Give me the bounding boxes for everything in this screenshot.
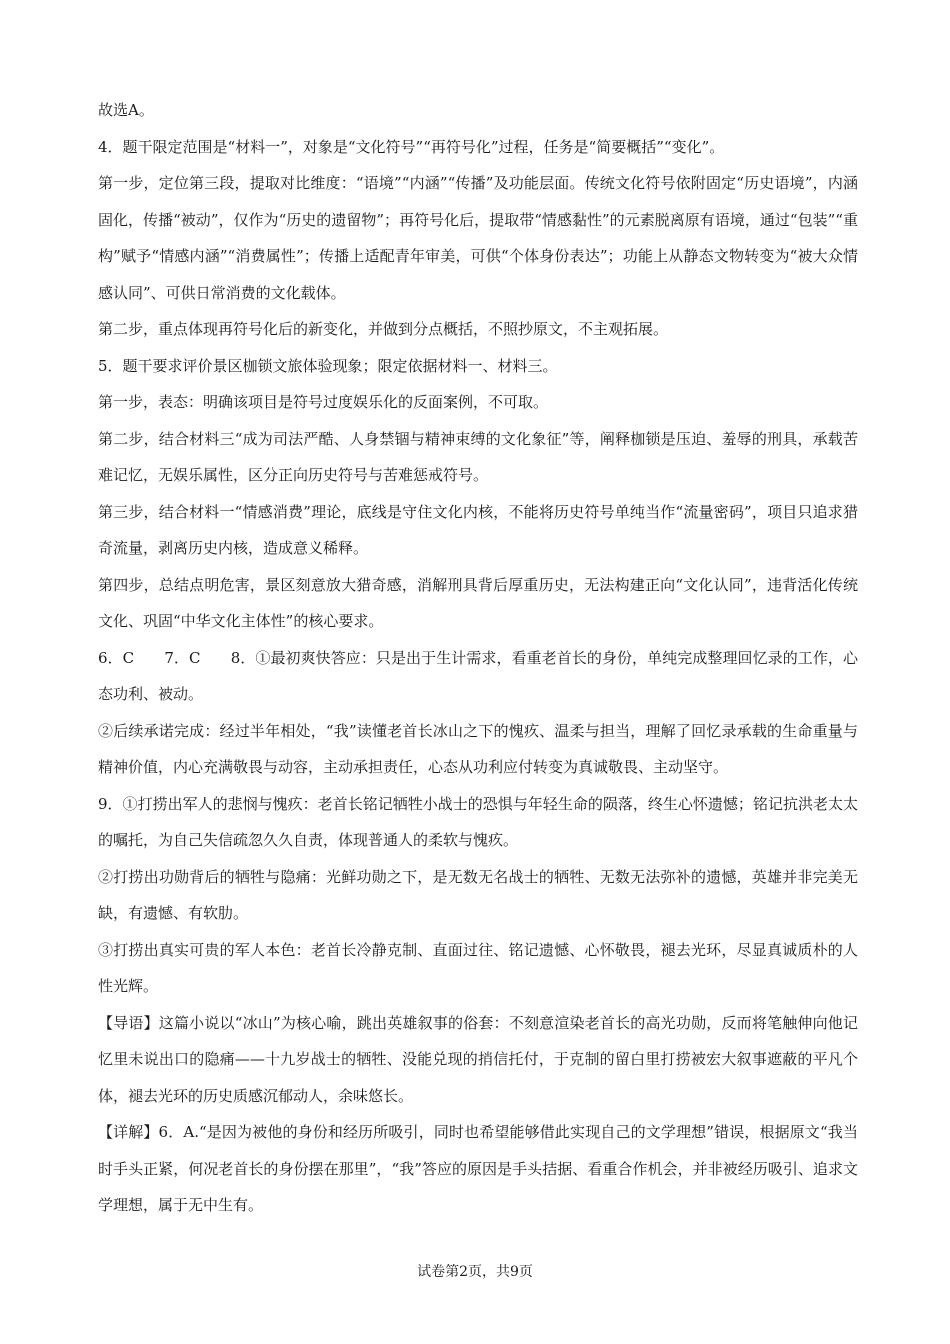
paragraph: 【导语】这篇小说以“冰山”为核心喻，跳出英雄叙事的俗套：不刻意渲染老首长的高光功勋，反而将笔触伸向他记忆里未说出口的隐痛——十九岁战士的牺牲、没能兑现的捎信托付，于克制的留白里打捞被宏大叙事遮蔽的平凡个体，褪去光环的历史质感沉郁动人，余味悠长。: [98, 1013, 858, 1105]
paragraph: 第一步，定位第三段，提取对比维度：“语境”“内涵”“传播”及功能层面。传统文化符号依附固定“历史语境”，内涵固化，传播“被动”，仅作为“历史的遗留物”；再符号化后，提取带“情感黏性”的元素脱离原有语境，通过“包装”“重构”赋予“情感内涵”“消费属性”；传播上适配青年审美，可供“个体身份表达”；功能上从静态文物转变为“被大众情感认同”、可供日常消费的文化载体。: [98, 174, 858, 302]
paragraph: 5．题干要求评价景区枷锁文旅体验现象；限定依据材料一、材料三。: [98, 356, 558, 375]
paragraph: 故选A。: [98, 101, 154, 119]
paragraph: 第三步，结合材料一“情感消费”理论，底线是守住文化内核，不能将历史符号单纯当作“流量密码”，项目只追求猎奇流量，剥离历史内核，造成意义稀释。: [98, 502, 858, 557]
paragraph: 9．①打捞出军人的悲悯与愧疚：老首长铭记牺牲小战士的恐惧与年轻生命的陨落，终生心怀遗憾；铭记抗洪老太太的嘱托，为自己失信疏忽久久自责，体现普通人的柔软与愧疚。: [98, 794, 858, 849]
paragraph: 6．C 7．C 8．①最初爽快答应：只是出于生计需求，看重老首长的身份，单纯完成整理回忆录的工作，心态功利、被动。: [98, 648, 858, 703]
paragraph: 第四步，总结点明危害，景区刻意放大猎奇感，消解刑具背后厚重历史，无法构建正向“文化认同”，违背活化传统文化、巩固“中华文化主体性”的核心要求。: [98, 575, 858, 630]
paragraph: 【详解】6．A.“是因为被他的身份和经历所吸引，同时也希望能够借此实现自己的文学理想”错误，根据原文“我当时手头正紧，何况老首长的身份摆在那里”，“我”答应的原因是手头拮据、看重合作机会，并非被经历吸引、追求文学理想，属于无中生有。: [98, 1123, 858, 1214]
paragraph: 第二步，结合材料三“成为司法严酷、人身禁锢与精神束缚的文化象征”等，阐释枷锁是压迫、羞辱的刑具，承载苦难记忆，无娱乐属性，区分正向历史符号与苦难惩戒符号。: [98, 429, 858, 484]
paragraph: 第二步，重点体现再符号化后的新变化，并做到分点概括，不照抄原文，不主观拓展。: [98, 320, 669, 338]
answer-analysis-body: [98, 92, 858, 1224]
paragraph: ②打捞出功勋背后的牺牲与隐痛：光鲜功勋之下，是无数无名战士的牺牲、无数无法弥补的遗憾，英雄并非完美无缺，有遗憾、有软肋。: [98, 867, 858, 922]
paragraph: 第一步，表态：明确该项目是符号过度娱乐化的反面案例，不可取。: [98, 393, 549, 411]
paragraph: ③打捞出真实可贵的军人本色：老首长冷静克制、直面过往、铭记遗憾、心怀敬畏，褪去光环，尽显真诚质朴的人性光辉。: [98, 940, 858, 995]
paragraph: 4．题干限定范围是“材料一”，对象是“文化符号”“再符号化”过程，任务是“简要概括”“变化”。: [98, 137, 725, 156]
paragraph: ②后续承诺完成：经过半年相处，“我”读懂老首长冰山之下的愧疚、温柔与担当，理解了回忆录承载的生命重量与精神价值，内心充满敬畏与动容，主动承担责任，心态从功利应付转变为真诚敬畏、主动坚守。: [98, 721, 858, 776]
page-footer: 试卷第2页，共9页: [417, 1264, 533, 1280]
